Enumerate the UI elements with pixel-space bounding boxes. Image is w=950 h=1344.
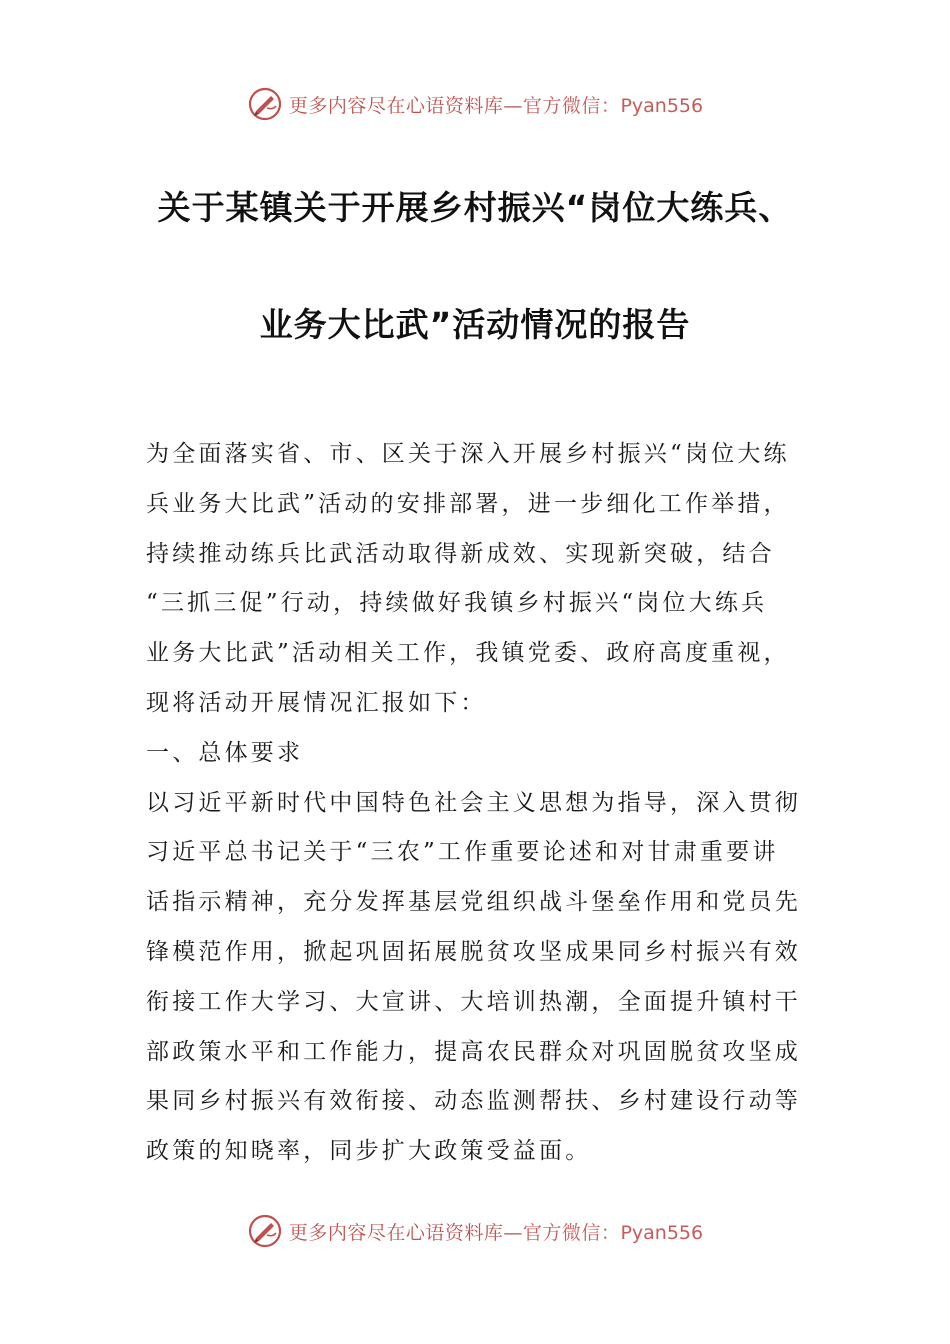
document-body xyxy=(146,430,816,1177)
body-line: 衔接工作大学习、大宣讲、大培训热潮，全面提升镇村干 xyxy=(146,988,801,1015)
watermark-label: 官方微信： xyxy=(522,94,621,117)
watermark-dash: — xyxy=(503,1221,523,1244)
document-title-line-2: 业务大比武”活动情况的报告 xyxy=(259,305,691,344)
watermark-handle: Pyan556 xyxy=(620,94,704,117)
body-line: 兵业务大比武”活动的安排部署，进一步细化工作举措， xyxy=(146,490,790,517)
watermark-label: 官方微信： xyxy=(522,1221,621,1244)
watermark-dash: — xyxy=(503,94,523,117)
body-line: 业务大比武”活动相关工作，我镇党委、政府高度重视， xyxy=(146,640,790,667)
watermark-text xyxy=(289,91,703,118)
body-line: 现将活动开展情况汇报如下： xyxy=(146,689,487,716)
header-watermark xyxy=(0,86,950,122)
body-line: 话指示精神，充分发挥基层党组织战斗堡垒作用和党员先 xyxy=(146,889,801,916)
body-line: 习近平总书记关于“三农”工作重要论述和对甘肃重要讲 xyxy=(146,839,779,866)
body-line: 果同乡村振兴有效衔接、动态监测帮扶、乡村建设行动等 xyxy=(146,1088,801,1115)
body-line: “三抓三促”行动，持续做好我镇乡村振兴“岗位大练兵 xyxy=(146,590,768,617)
watermark-text xyxy=(289,1218,703,1245)
footer-watermark xyxy=(0,1213,950,1249)
body-line: 锋模范作用，掀起巩固拓展脱贫攻坚成果同乡村振兴有效 xyxy=(146,938,801,965)
watermark-handle: Pyan556 xyxy=(620,1221,704,1244)
document-title-line-1: 关于某镇关于开展乡村振兴“岗位大练兵、 xyxy=(157,188,793,227)
body-line: 为全面落实省、市、区关于深入开展乡村振兴“岗位大练 xyxy=(146,441,790,467)
body-line: 以习近平新时代中国特色社会主义思想为指导，深入贯彻 xyxy=(146,789,801,816)
body-line: 持续推动练兵比武活动取得新成效、实现新突破，结合 xyxy=(146,540,775,567)
pen-logo-icon xyxy=(247,86,283,122)
pen-logo-icon xyxy=(247,1213,283,1249)
watermark-brand: 更多内容尽在心语资料库 xyxy=(288,1221,504,1244)
body-line: 政策的知晓率，同步扩大政策受益面。 xyxy=(146,1138,592,1165)
section-heading: 一、总体要求 xyxy=(146,739,304,766)
body-line: 部政策水平和工作能力，提高农民群众对巩固脱贫攻坚成 xyxy=(146,1038,801,1065)
watermark-brand: 更多内容尽在心语资料库 xyxy=(288,94,504,117)
